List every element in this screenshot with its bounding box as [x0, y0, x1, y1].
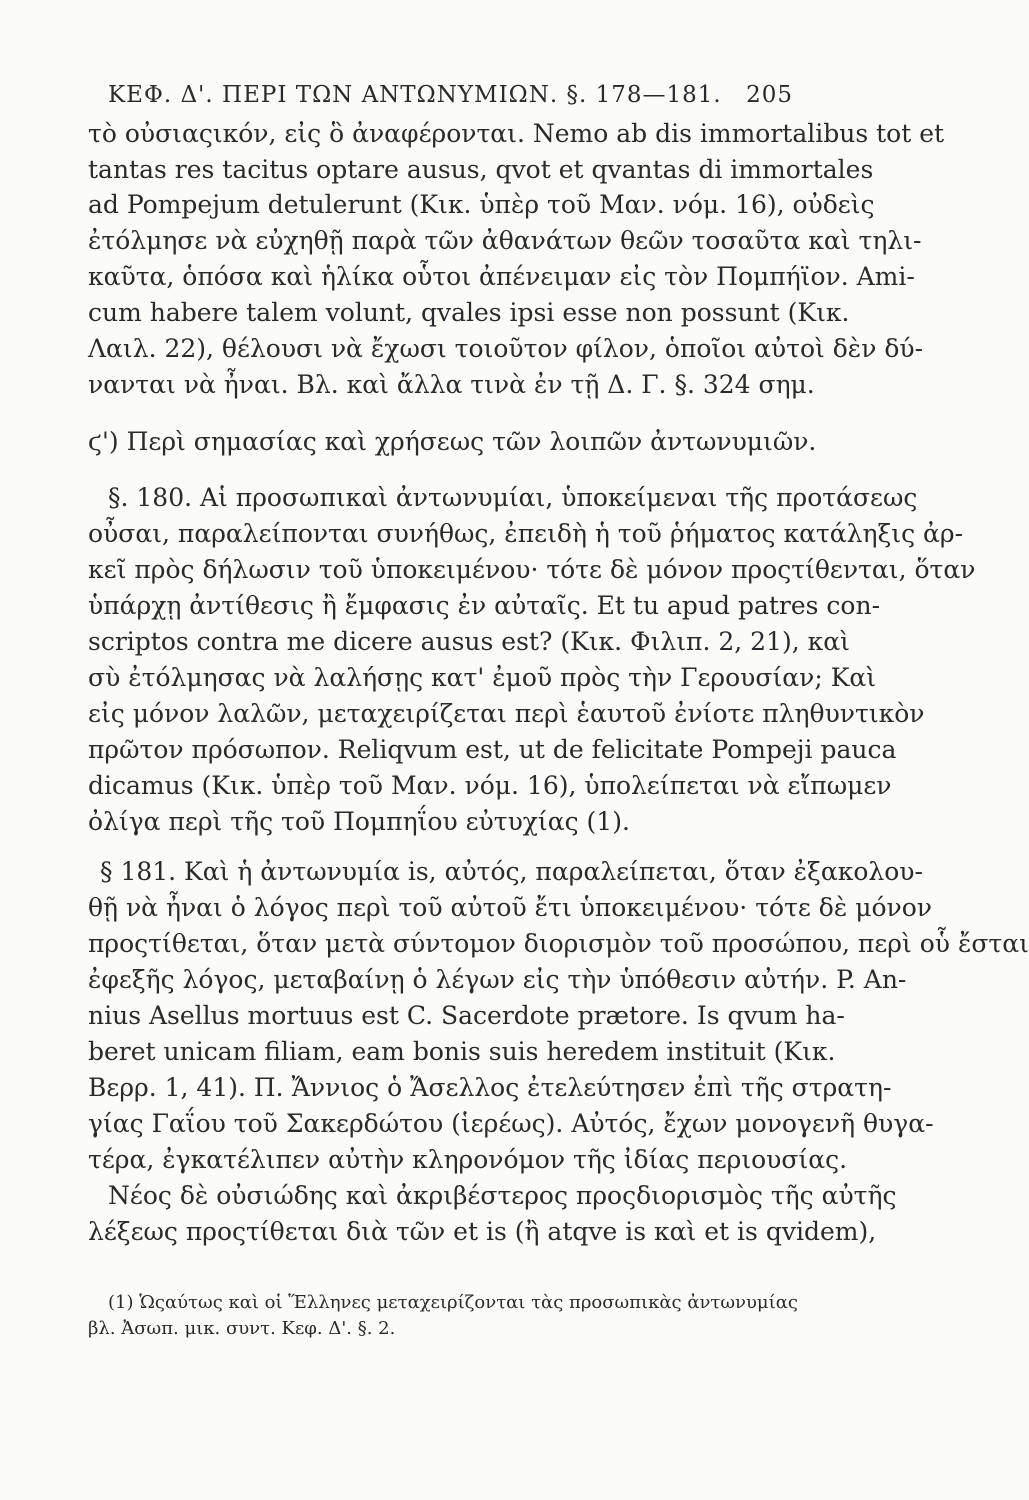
text-line: Βερρ. 1, 41). Π. Ἄννιος ὁ Ἄσελλος ἐτελεύτησεν ἐπὶ τῆς στρατη- [88, 1073, 892, 1102]
text-line: θῇ νὰ ἦναι ὁ λόγος περὶ τοῦ αὐτοῦ ἔτι ὑποκειμένου· τότε δὲ μόνον [88, 893, 932, 922]
text-line: εἰς μόνον λαλῶν, μεταχειρίζεται περὶ ἑαυτοῦ ἐνίοτε πληθυντικὸν [88, 699, 925, 728]
text-line: ὀλίγα περὶ τῆς τοῦ Πομπηΐου εὐτυχίας (1). [88, 807, 630, 836]
text-line: ὑπάρχῃ ἀντίθεσις ἢ ἔμφασις ἐν αὐταῖς. Et tu apud patres con- [88, 591, 881, 620]
page-number: 205 [746, 82, 793, 108]
text-line: κεῖ πρὸς δήλωσιν τοῦ ὑποκειμένου· τότε δὲ μόνον προςτίθενται, ὅταν [88, 555, 976, 584]
text-line: § 181. Καὶ ἡ ἀντωνυμία is, αὐτός, παραλείπεται, ὅταν ἐξακολου- [100, 857, 923, 886]
text-line: νανται νὰ ἦναι. Βλ. καὶ ἄλλα τινὰ ἐν τῇ Δ. Γ. §. 324 σημ. [88, 370, 815, 399]
footnote-line: (1) Ὡςαύτως καὶ οἱ Ἕλληνες μεταχειρίζονται τὰς προσωπικὰς ἀντωνυμίας [108, 1292, 798, 1313]
text-line: tantas res tacitus optare ausus, qvot et qvantas di immortales [88, 155, 874, 184]
text-line: §. 180. Αἱ προσωπικαὶ ἀντωνυμίαι, ὑποκείμεναι τῆς προτάσεως [108, 483, 918, 512]
text-line: τέρα, ἐγκατέλιπεν αὐτὴν κληρονόμον τῆς ἰδίας περιουσίας. [88, 1145, 848, 1174]
text-line: scriptos contra me dicere ausus est? (Κικ. Φιλιπ. 2, 21), καὶ [88, 627, 850, 656]
text-line: πρῶτον πρόσωπον. Reliqvum est, ut de felicitate Pompeji pauca [88, 735, 897, 764]
text-line: Λαιλ. 22), θέλουσι νὰ ἔχωσι τοιοῦτον φίλον, ὁποῖοι αὐτοὶ δὲν δύ- [88, 334, 924, 363]
text-line: cum habere talem volunt, qvales ipsi esse non possunt (Κικ. [88, 298, 850, 327]
text-line: ἐφεξῆς λόγος, μεταβαίνῃ ὁ λέγων εἰς τὴν ὑπόθεσιν αὐτήν. P. An- [88, 965, 907, 994]
text-line: ἐτόλμησε νὰ εὐχηθῇ παρὰ τῶν ἀθανάτων θεῶν τοσαῦτα καὶ τηλι- [88, 226, 922, 255]
text-line: dicamus (Κικ. ὑπὲρ τοῦ Μαν. νόμ. 16), ὑπολείπεται νὰ εἴπωμεν [88, 771, 892, 800]
text-line: τὸ οὐσιαςικόν, εἰς ὃ ἀναφέρονται. Nemo ab dis immortalibus tot et [88, 119, 945, 148]
running-title: ΚΕΦ. Δ'. ΠΕΡΙ ΤΩΝ ΑΝΤΩΝΥΜΙΩΝ. §. 178—181. [108, 82, 722, 108]
text-line: nius Asellus mortuus est C. Sacerdote prætore. Is qvum ha- [88, 1001, 845, 1030]
text-line: beret unicam filiam, eam bonis suis heredem instituit (Κικ. [88, 1037, 836, 1066]
text-line: καῦτα, ὁπόσα καὶ ἡλίκα οὗτοι ἀπένειμαν εἰς τὸν Πομπήϊον. Ami- [88, 262, 915, 291]
text-line: λέξεως προςτίθεται διὰ τῶν et is (ἢ atqve is καὶ et is qvidem), [88, 1217, 877, 1246]
footnote-line: βλ. Ἀσωπ. μικ. συντ. Κεφ. Δ'. §. 2. [88, 1318, 396, 1339]
running-header [108, 80, 793, 110]
text-line: οὖσαι, παραλείπονται συνήθως, ἐπειδὴ ἡ τοῦ ῥήματος κατάληξις ἀρ- [88, 519, 964, 548]
text-line: ad Pompejum detulerunt (Κικ. ὑπὲρ τοῦ Μαν. νόμ. 16), οὐδεὶς [88, 190, 875, 219]
text-line: προςτίθεται, ὅταν μετὰ σύντομον διορισμὸν τοῦ προσώπου, περὶ οὗ ἔσται [88, 929, 1029, 958]
section-heading: ϛ') Περὶ σημασίας καὶ χρήσεως τῶν λοιπῶν ἀντωνυμιῶν. [88, 427, 817, 456]
text-line: σὺ ἐτόλμησας νὰ λαλήσῃς κατ' ἐμοῦ πρὸς τὴν Γερουσίαν; Καὶ [88, 663, 877, 692]
text-line: γίας Γαΐου τοῦ Σακερδώτου (ἱερέως). Αὐτός, ἔχων μονογενῆ θυγα- [88, 1109, 934, 1138]
text-line: Νέος δὲ οὐσιώδης καὶ ἀκριβέστερος προςδιορισμὸς τῆς αὐτῆς [108, 1181, 897, 1210]
